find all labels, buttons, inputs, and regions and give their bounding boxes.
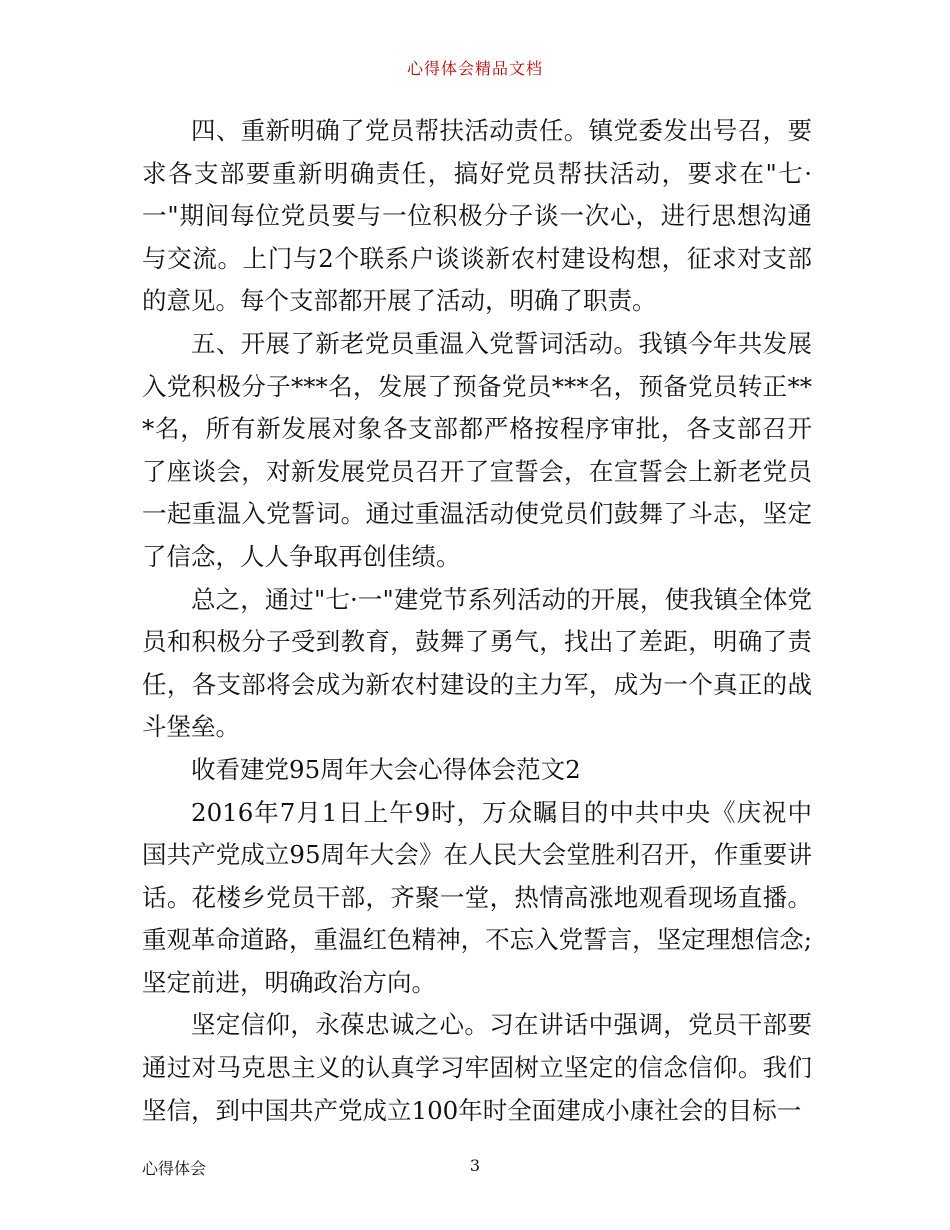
paragraph-oath-review: 五、开展了新老党员重温入党誓词活动。我镇今年共发展入党积极分子***名，发展了预备党员***名，预备党员转正***名，所有新发展对象各支部都严格按程序审批，各支部召开了座谈会，对新发展党员召开了宣誓会，在宣誓会上新老党员一起重温入党誓词。通过重温活动使党员们鼓舞了斗志，坚定了信念，人人争取再创佳绩。 [142,328,812,571]
paragraph-conference: 2016年7月1日上午9时，万众瞩目的中共中央《庆祝中国共产党成立95周年大会》在人民大会堂胜利召开，作重要讲话。花楼乡党员干部，齐聚一堂，热情高涨地观看现场直播。重观革命道路，重温红色精神，不忘入党誓言，坚定理想信念;坚定前进，明确政治方向。 [142,797,812,997]
page-number: 3 [469,1156,481,1175]
document-body [142,110,812,1132]
paragraph-faith: 坚定信仰，永葆忠诚之心。习在讲话中强调，党员干部要通过对马克思主义的认真学习牢固树立坚定的信念信仰。我们坚信，到中国共产党成立100年时全面建成小康社会的目标一 [142,1010,812,1125]
section-heading: 收看建党95周年大会心得体会范文2 [191,754,581,784]
paragraph-responsibility: 四、重新明确了党员帮扶活动责任。镇党委发出号召，要求各支部要重新明确责任，搞好党员帮扶活动，要求在"七·一"期间每位党员要与一位积极分子谈一次心，进行思想沟通与交流。上门与2个联系户谈谈新农村建设构想，征求对支部的意见。每个支部都开展了活动，明确了职责。 [142,116,812,316]
page-header-title: 心得体会精品文档 [406,59,543,78]
footer-label: 心得体会 [142,1159,207,1178]
paragraph-summary: 总之，通过"七·一"建党节系列活动的开展，使我镇全体党员和积极分子受到教育，鼓舞了勇气，找出了差距，明确了责任，各支部将会成为新农村建设的主力军，成为一个真正的战斗堡垒。 [142,584,812,742]
